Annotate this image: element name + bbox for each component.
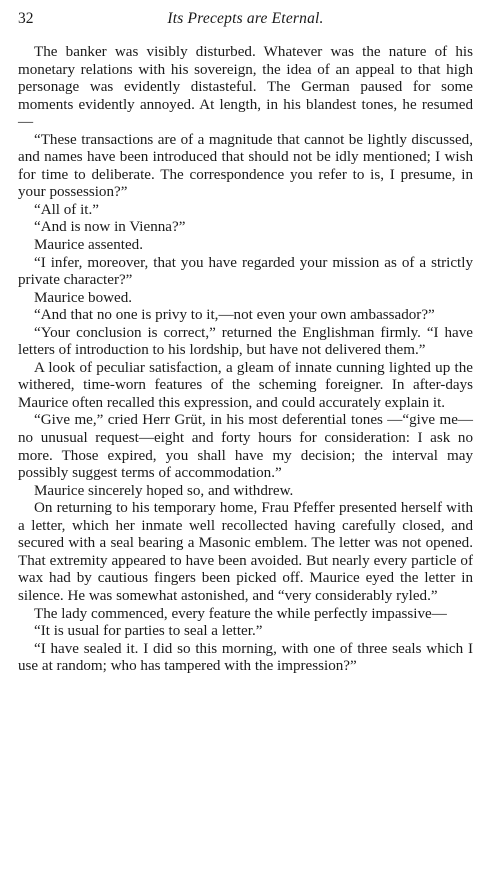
paragraph: “Give me,” cried Herr Grüt, in his most deferential tones —“give me—no unusual request—eight and forty hours for consideration: I ask no more. Those expired, you shall have my decision; the interval may possibly suggest terms of accommodation.” — [18, 412, 473, 482]
paragraph: “I have sealed it. I did so this morning, with one of three seals which I use at random; who has tampered with the impression?” — [18, 640, 473, 675]
paragraph: Maurice bowed. — [34, 289, 133, 306]
paragraph: “These transactions are of a magnitude that cannot be lightly discussed, and names have been introduced that should not be idly mentioned; I wish for time to deliberate. The correspondence you refer to is, I presume, in your possession?” — [18, 131, 473, 201]
paragraph: “And that no one is privy to it,—not even your own ambassador?” — [34, 307, 435, 324]
paragraph: “And is now in Vienna?” — [34, 219, 186, 236]
paragraph: “Your conclusion is correct,” returned the Englishman firmly. “I have letters of introduction to his lordship, but have not delivered them.” — [18, 324, 473, 359]
running-header — [18, 10, 473, 30]
running-title: Its Precepts are Eternal. — [167, 10, 324, 27]
body-text — [18, 44, 473, 676]
paragraph: “All of it.” — [34, 201, 99, 218]
paragraph: The lady commenced, every feature the while perfectly impassive— — [34, 605, 447, 622]
paragraph: On returning to his temporary home, Frau Pfeffer presented herself with a letter, which her inmate well recollected having carefully closed, and secured with a seal bearing a Masonic emblem. The letter was not opened. That extremity appeared to have been avoided. But nearly every particle of wax had by cautious fingers been picked off. Maurice eyed the letter in silence. He was somewhat astonished, and “very considerably ryled.” — [18, 500, 473, 604]
paragraph: “I infer, moreover, that you have regarded your mission as of a strictly private character?” — [18, 254, 473, 289]
paragraph: The banker was visibly disturbed. Whatever was the nature of his monetary relations with his sovereign, the idea of an appeal to that high personage was evidently distasteful. The German paused for some moments evidently annoyed. At length, in his blandest tones, he resumed— — [18, 44, 473, 131]
paragraph: A look of peculiar satisfaction, a gleam of innate cunning lighted up the withered, time-worn features of the scheming foreigner. In after-days Maurice often recalled this expression, and could accurately explain it. — [18, 359, 473, 411]
paragraph: Maurice assented. — [34, 237, 143, 254]
paragraph: “It is usual for parties to seal a letter.” — [34, 623, 263, 640]
paragraph: Maurice sincerely hoped so, and withdrew. — [34, 482, 294, 499]
page-number: 32 — [18, 10, 34, 27]
